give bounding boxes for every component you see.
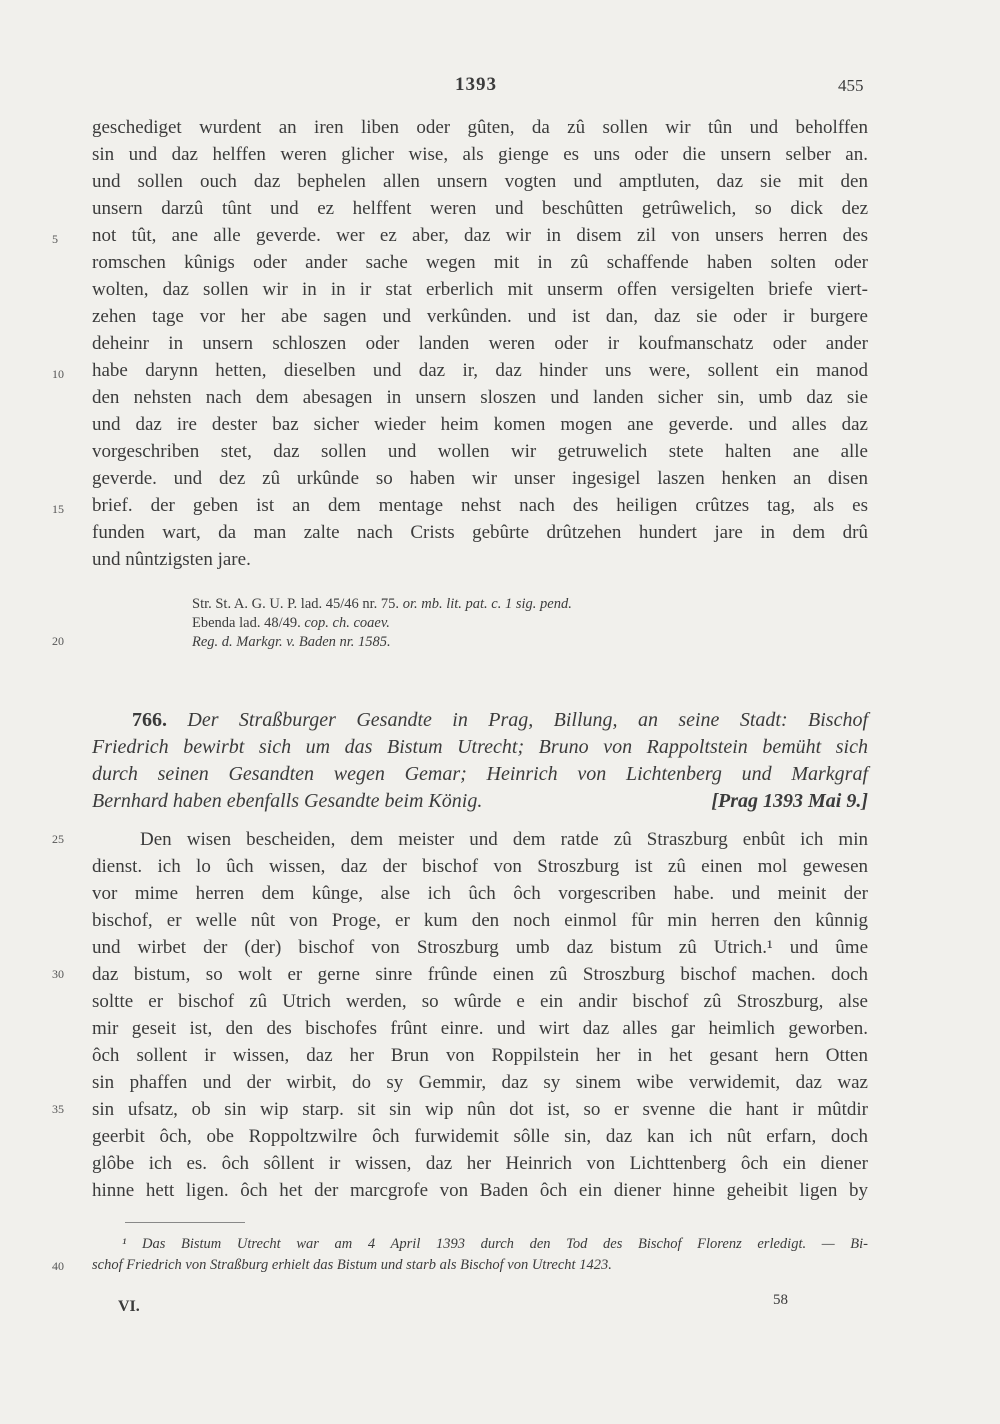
text-line: ôch sollent ir wissen, daz her Brun von Roppilstein her in het gesant hern Otten — [92, 1045, 868, 1066]
text-line: geerbit ôch, obe Roppoltzwilre ôch furwidemit sôlle sin, daz kan ich nût erfarn, doch — [92, 1126, 868, 1147]
document-heading-text: Der Straßburger Gesandte in Prag, Billung, an seine Stadt: Bischof — [187, 709, 869, 731]
text-line: sin und daz helffen weren glicher wise, als gienge es uns oder die unsern selber an. — [92, 144, 868, 165]
document-heading-text: Bernhard haben ebenfalls Gesandte beim König. — [92, 790, 483, 812]
source-citation-italic: Reg. d. Markgr. v. Baden nr. 1585. — [192, 634, 391, 650]
footnote-line: schof Friedrich von Straßburg erhielt das Bistum und starb als Bischof von Utrecht 1423. — [92, 1257, 612, 1273]
text-line: mir geseit ist, den des bischofes frûnt einre. und wirt daz alles gar heimlich geworben. — [92, 1018, 868, 1039]
volume-signature: VI. — [118, 1298, 140, 1315]
text-line: sin ufsatz, ob sin wip starp. sit sin wip nûn dot ist, so er svenne die hant ir mûtdir — [92, 1099, 868, 1120]
text-line: habe darynn hetten, dieselben und daz ir, daz hinder uns were, sollent ein manod — [92, 360, 868, 381]
text-line: glôbe ich es. ôch sôllent ir wissen, daz her Heinrich von Lichttenberg ôch ein diener — [92, 1153, 868, 1174]
page-number: 455 — [838, 76, 864, 95]
source-citation-italic: cop. ch. coaev. — [300, 615, 390, 631]
text-line: wolten, daz sollen wir in in ir stat erberlich mit unserm offen versigelten briefe viert- — [92, 279, 868, 300]
line-number: 15 — [52, 502, 64, 516]
text-line: funden wart, da man zalte nach Crists gebûrte drûtzehen hundert jare in dem drû — [92, 522, 868, 543]
source-citation — [192, 633, 391, 651]
document-heading-line: durch seinen Gesandten wegen Gemar; Heinrich von Lichtenberg und Markgraf — [92, 763, 868, 785]
text-line: hinne hett ligen. ôch het der marcgrofe von Baden ôch ein diener hinne geheibit ligen by — [92, 1180, 868, 1201]
document-number: 766. — [132, 709, 167, 731]
line-number: 25 — [52, 832, 64, 846]
text-line: und sollen ouch daz bephelen allen unsern vogten und amptluten, daz sie mit den — [92, 171, 868, 192]
text-line: dienst. ich lo ûch wissen, daz der bischof von Stroszburg ist zû einen mol gewesen — [92, 856, 868, 877]
line-number: 5 — [52, 232, 58, 246]
text-line: daz bistum, so wolt er gerne sinre frûnde einen zû Stroszburg bischof machen. doch — [92, 964, 868, 985]
footnote-line: ¹ Das Bistum Utrecht war am 4 April 1393 durch den Tod des Bischof Florenz erledigt. — Bi- — [122, 1236, 868, 1252]
source-citation — [192, 595, 572, 613]
text-line: not tût, ane alle geverde. wer ez aber, daz wir in disem zil von unsers herren des — [92, 225, 868, 246]
document-heading-line — [132, 707, 868, 734]
footnote-rule — [125, 1222, 245, 1223]
source-citation — [192, 614, 390, 632]
line-number: 30 — [52, 967, 64, 981]
text-line: und daz ire dester baz sicher wieder heim komen mogen ane geverde. und alles daz — [92, 414, 868, 435]
line-number: 35 — [52, 1102, 64, 1116]
line-number: 20 — [52, 634, 64, 648]
source-citation-italic: or. mb. lit. pat. c. 1 sig. pend. — [399, 596, 572, 612]
text-line: sin phaffen und der wirbit, do sy Gemmir, daz sy sinem wibe verwidemit, daz waz — [92, 1072, 868, 1093]
text-line: unsern darzû tûnt und ez helffent weren und beschûtten getrûwelich, so dick dez — [92, 198, 868, 219]
text-line: und wirbet der (der) bischof von Stroszburg umb daz bistum zû Utrich.¹ und ûme — [92, 937, 868, 958]
text-line: deheinr in unsern schloszen oder landen weren oder ir koufmanschatz oder ander — [92, 333, 868, 354]
text-line: romschen kûnigs oder ander sache wegen mit in zû schaffende haben solten oder — [92, 252, 868, 273]
text-line: soltte er bischof zû Utrich werden, so wûrde e ein andir bischof zû Stroszburg, alse — [92, 991, 868, 1012]
source-citation-plain: Str. St. A. G. U. P. lad. 45/46 nr. 75. — [192, 596, 400, 612]
text-line: geschediget wurdent an iren liben oder gûten, da zû sollen wir tûn und beholffen — [92, 117, 868, 138]
text-line: zehen tage vor her abe sagen und verkûnden. und ist dan, daz sie oder ir burgere — [92, 306, 868, 327]
text-line: den nehsten nach dem abesagen in unsern sloszen und landen sicher sin, umb daz sie — [92, 387, 868, 408]
line-number: 40 — [52, 1259, 64, 1273]
running-header-year: 1393 — [455, 74, 497, 95]
document-date: [Prag 1393 Mai 9.] — [711, 790, 868, 812]
line-number: 10 — [52, 367, 64, 381]
text-line: bischof, er welle nût von Proge, er kum den noch einmol fûr min herren den kûnnig — [92, 910, 868, 931]
document-heading-line — [92, 788, 868, 815]
document-heading-line: Friedrich bewirbt sich um das Bistum Utrecht; Bruno von Rappoltstein bemüht sich — [92, 736, 868, 758]
source-citation-plain: Ebenda lad. 48/49. — [192, 615, 301, 631]
sheet-signature: 58 — [773, 1292, 788, 1308]
text-line: und nûntzigsten jare. — [92, 549, 251, 570]
text-line: geverde. und dez zû urkûnde so haben wir unser ingesigel laszen henken an disen — [92, 468, 868, 489]
text-line: vor mime herren dem kûnge, alse ich ûch ôch vorgescriben habe. und meinit der — [92, 883, 868, 904]
text-line: Den wisen bescheiden, dem meister und dem ratde zû Straszburg enbût ich min — [140, 829, 868, 850]
text-line: vorgeschriben stet, daz sollen und wollen wir getruwelich stete halten ane alle — [92, 441, 868, 462]
text-line: brief. der geben ist an dem mentage nehst nach des heiligen crûtzes tag, als es — [92, 495, 868, 516]
